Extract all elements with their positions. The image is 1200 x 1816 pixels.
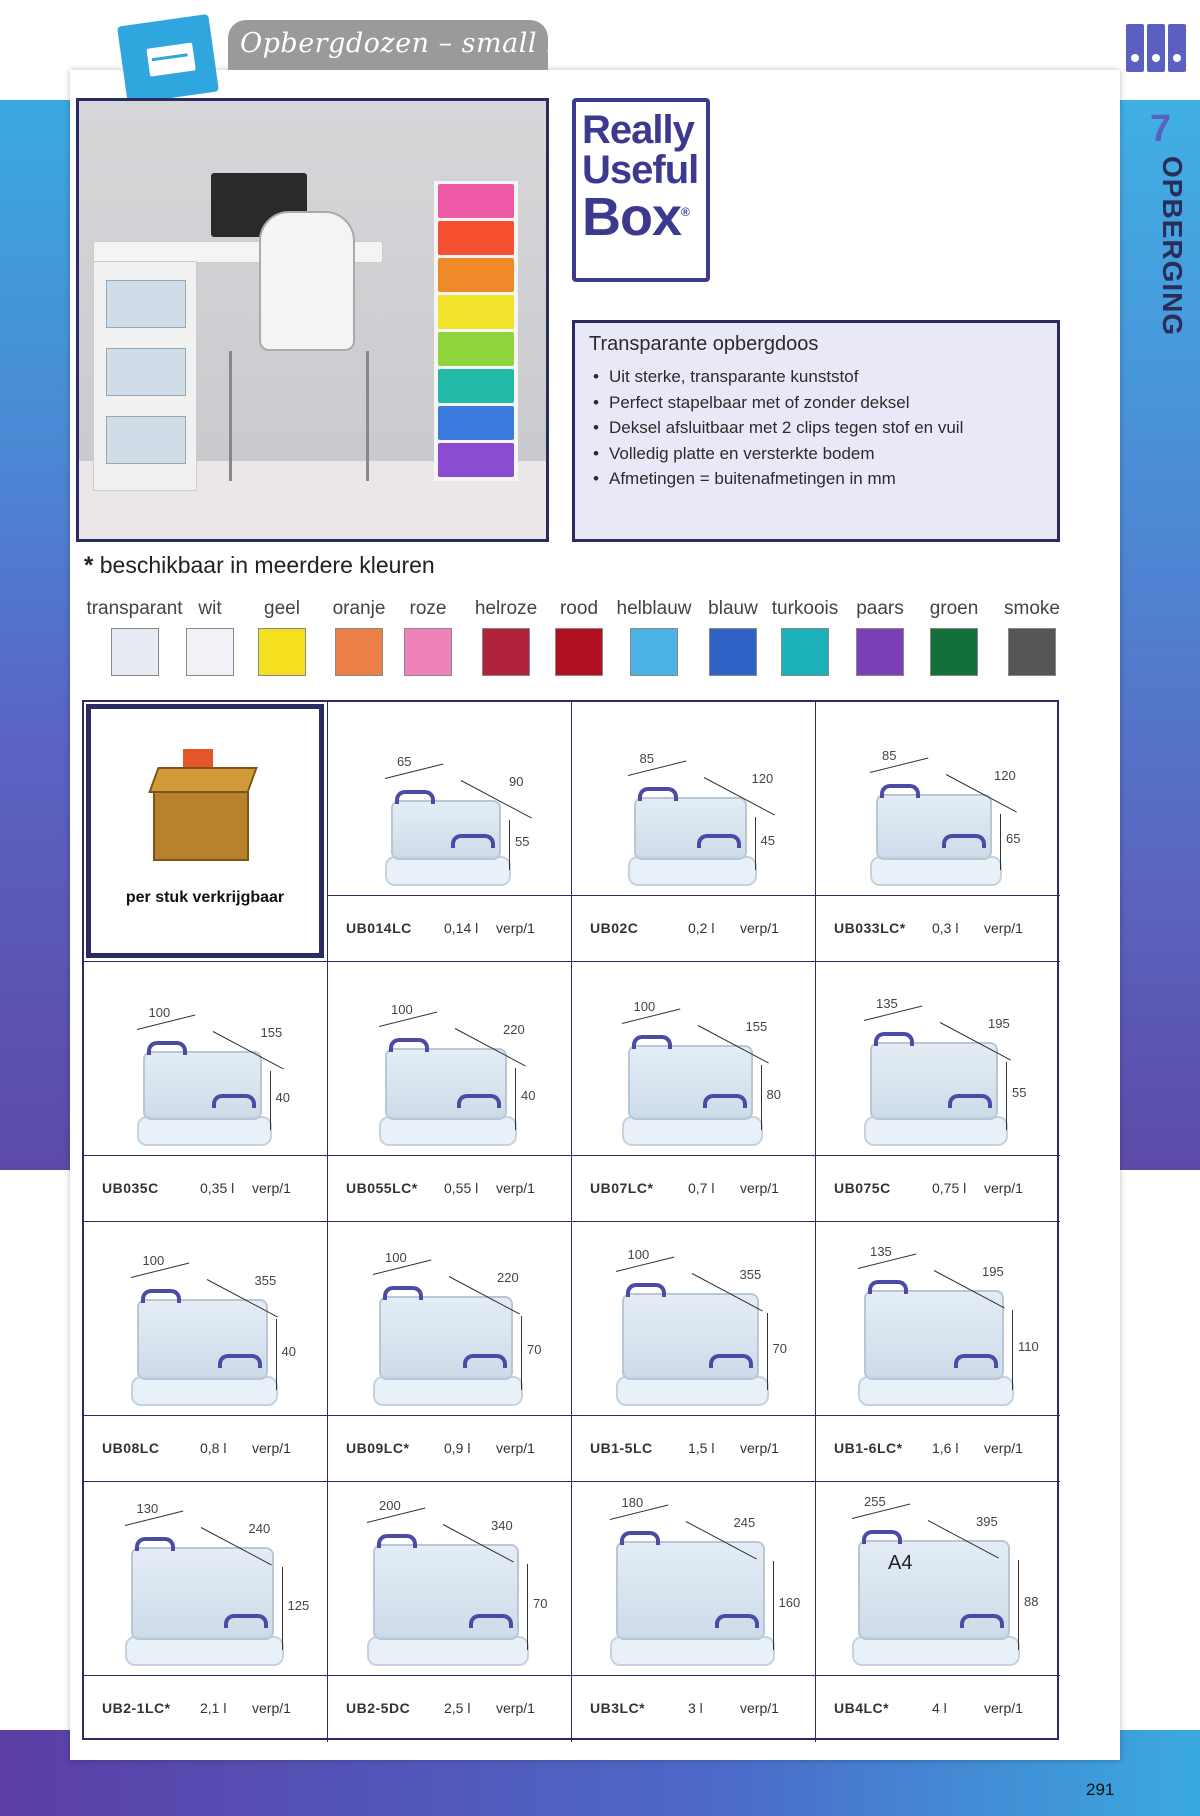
color-swatch-wit <box>185 598 235 676</box>
product-cell <box>572 1222 816 1482</box>
product-image <box>572 962 815 1154</box>
dimension-height: 40 <box>281 1343 296 1359</box>
color-swatch-oranje <box>328 598 390 676</box>
product-info-box <box>572 320 1060 542</box>
dimension-width: 85 <box>639 751 654 766</box>
storage-box-icon <box>117 14 219 104</box>
product-unit: verp/1 <box>496 1440 535 1456</box>
dimension-width: 100 <box>633 999 656 1014</box>
box-handle <box>960 1614 1004 1628</box>
product-unit: verp/1 <box>740 1180 779 1196</box>
product-code: UB055LC* <box>346 1180 418 1196</box>
dimension-width: 135 <box>876 996 898 1011</box>
chapter-number: 7 <box>1150 108 1172 150</box>
box-handle <box>638 787 678 801</box>
dimension-height: 160 <box>778 1594 801 1610</box>
height-dimension-arrow <box>527 1564 528 1650</box>
dimension-height: 55 <box>1012 1085 1027 1100</box>
dimension-width: 135 <box>870 1244 892 1259</box>
product-volume: 0,3 l <box>932 920 959 936</box>
box-handle <box>463 1354 507 1368</box>
product-cell <box>328 702 572 962</box>
dimension-height: 80 <box>766 1086 781 1102</box>
product-meta-row <box>816 1155 1060 1221</box>
dimension-width: 100 <box>148 1005 171 1020</box>
box-handle <box>135 1537 175 1551</box>
color-swatch-chip <box>111 628 159 676</box>
per-stuk-label: per stuk verkrijgbaar <box>125 889 285 906</box>
width-dimension-arrow <box>627 760 685 775</box>
color-swatch-chip <box>709 628 757 676</box>
height-dimension-arrow <box>755 817 756 870</box>
dimension-width: 200 <box>379 1498 401 1513</box>
product-unit: verp/1 <box>984 1440 1023 1456</box>
box-handle <box>469 1614 513 1628</box>
color-swatch-label: helroze <box>474 598 538 619</box>
box-handle <box>632 1035 672 1049</box>
product-volume: 2,5 l <box>444 1700 471 1716</box>
box-handle <box>224 1614 268 1628</box>
height-dimension-arrow <box>276 1319 277 1390</box>
width-dimension-arrow <box>870 757 928 772</box>
box-lid <box>367 1636 529 1666</box>
color-swatch-geel <box>258 598 306 676</box>
product-meta-row <box>816 1415 1060 1481</box>
color-swatch-chip <box>335 628 383 676</box>
color-swatch-label: blauw <box>708 598 758 619</box>
color-swatch-label: helblauw <box>616 598 692 619</box>
box-lid <box>864 1116 1008 1146</box>
brand-line-2: Useful <box>582 148 699 192</box>
dimension-width: 130 <box>136 1501 159 1516</box>
product-cell <box>816 1222 1060 1482</box>
product-image <box>816 1222 1060 1414</box>
box-handle <box>212 1094 256 1108</box>
color-swatch-chip <box>781 628 829 676</box>
dimension-length: 395 <box>976 1514 998 1529</box>
product-cell <box>572 702 816 962</box>
color-swatch-label: groen <box>929 598 979 619</box>
dimension-height: 45 <box>760 832 775 848</box>
box-lid <box>137 1116 272 1146</box>
product-code: UB08LC <box>102 1440 160 1456</box>
product-unit: verp/1 <box>496 1180 535 1196</box>
color-swatch-label: wit <box>198 598 222 619</box>
box-handle <box>620 1531 660 1545</box>
color-swatch-chip <box>186 628 234 676</box>
height-dimension-arrow <box>1018 1560 1019 1650</box>
dimension-length: 155 <box>745 1019 768 1034</box>
color-swatch-label: turkoois <box>771 598 839 619</box>
color-swatch-label: smoke <box>1004 598 1060 619</box>
product-meta-row <box>84 1415 327 1481</box>
box-lid <box>373 1376 523 1406</box>
product-meta-row <box>816 1675 1060 1741</box>
color-swatch-chip <box>482 628 530 676</box>
product-volume: 0,14 l <box>444 920 479 936</box>
box-lid <box>622 1116 763 1146</box>
product-unit: verp/1 <box>740 1440 779 1456</box>
color-swatch-blauw <box>705 598 761 676</box>
storage-box-image <box>143 1051 262 1120</box>
product-meta-row <box>328 1675 571 1741</box>
product-meta-row <box>572 1675 815 1741</box>
dimension-height: 65 <box>1006 831 1021 846</box>
product-image <box>816 702 1060 894</box>
storage-box-image <box>385 1048 507 1120</box>
box-handle <box>395 790 435 804</box>
dimension-length: 340 <box>491 1518 513 1533</box>
product-grid <box>82 700 1059 1740</box>
color-swatch-helroze <box>470 598 542 676</box>
color-swatch-roze <box>404 598 452 676</box>
dimension-height: 110 <box>1018 1339 1039 1354</box>
product-unit: verp/1 <box>740 920 779 936</box>
box-handle <box>703 1094 747 1108</box>
color-swatch-paars <box>852 598 908 676</box>
dimension-length: 120 <box>994 768 1016 783</box>
page-title: Opbergdozen – small boxes <box>240 28 628 59</box>
box-inner-label: A4 <box>888 1552 913 1574</box>
box-handle <box>942 834 986 848</box>
dimension-length: 220 <box>497 1270 519 1285</box>
product-volume: 1,6 l <box>932 1440 959 1456</box>
dimension-height: 70 <box>772 1340 787 1356</box>
height-dimension-arrow <box>773 1561 774 1650</box>
product-unit: verp/1 <box>984 1180 1023 1196</box>
product-image <box>84 962 327 1154</box>
color-swatch-chip <box>404 628 452 676</box>
dimension-length: 240 <box>248 1521 271 1536</box>
product-unit: verp/1 <box>252 1700 291 1716</box>
product-code: UB035C <box>102 1180 159 1196</box>
product-cell <box>84 1222 328 1482</box>
product-cell <box>328 962 572 1222</box>
brand-logo <box>572 98 710 282</box>
dimension-length: 90 <box>509 774 524 789</box>
product-code: UB07LC* <box>590 1180 654 1196</box>
box-lid <box>628 856 757 886</box>
chapter-label: OPBERGING <box>1157 156 1188 337</box>
product-cell <box>816 702 1060 962</box>
height-dimension-arrow <box>515 1068 516 1130</box>
color-swatch-chip <box>258 628 306 676</box>
product-image <box>572 702 815 894</box>
color-swatch-chip <box>555 628 603 676</box>
box-handle <box>383 1286 423 1300</box>
color-swatch-label: geel <box>264 598 300 619</box>
box-handle <box>868 1280 908 1294</box>
product-image <box>816 1482 1060 1674</box>
dimension-length: 120 <box>751 771 774 786</box>
product-volume: 1,5 l <box>688 1440 715 1456</box>
box-handle <box>377 1534 417 1548</box>
product-code: UB4LC* <box>834 1700 890 1716</box>
box-handle <box>948 1094 992 1108</box>
color-swatch-chip <box>856 628 904 676</box>
box-handle <box>141 1289 181 1303</box>
product-volume: 3 l <box>688 1700 703 1716</box>
product-meta-row <box>84 1155 327 1221</box>
storage-box-image <box>391 800 501 860</box>
dimension-height: 70 <box>527 1342 542 1357</box>
product-meta-row <box>572 1155 815 1221</box>
box-handle <box>880 784 920 798</box>
info-title: Transparante opbergdoos <box>589 333 819 355</box>
color-swatch-smoke <box>1002 598 1062 676</box>
dimension-width: 85 <box>882 748 897 763</box>
product-code: UB3LC* <box>590 1700 646 1716</box>
info-bullet: • Volledig platte en versterkte bodem <box>589 441 1043 467</box>
product-code: UB2-5DC <box>346 1700 411 1716</box>
product-cell <box>328 1482 572 1742</box>
dimension-width: 100 <box>627 1247 650 1262</box>
product-cell <box>572 1482 816 1742</box>
box-handle <box>874 1032 914 1046</box>
page-number: 291 <box>1086 1780 1115 1799</box>
product-meta-row <box>328 1415 571 1481</box>
dimension-length: 355 <box>739 1267 762 1282</box>
box-lid <box>385 856 511 886</box>
product-volume: 0,7 l <box>688 1180 715 1196</box>
colored-box-tower-image <box>434 181 518 481</box>
height-dimension-arrow <box>521 1316 522 1390</box>
box-handle <box>954 1354 998 1368</box>
height-dimension-arrow <box>767 1313 768 1390</box>
height-dimension-arrow <box>1000 814 1001 870</box>
product-volume: 2,1 l <box>200 1700 227 1716</box>
box-lid <box>610 1636 775 1666</box>
product-unit: verp/1 <box>252 1440 291 1456</box>
color-swatch-chip <box>630 628 678 676</box>
hero-photo <box>76 98 549 542</box>
dimension-width: 100 <box>391 1002 413 1017</box>
product-volume: 0,35 l <box>200 1180 235 1196</box>
box-lid <box>852 1636 1020 1666</box>
color-swatch-chip <box>1008 628 1056 676</box>
product-cell <box>816 1482 1060 1742</box>
product-image <box>328 962 571 1154</box>
box-lid <box>379 1116 517 1146</box>
box-lid <box>858 1376 1014 1406</box>
box-handle <box>389 1038 429 1052</box>
product-image <box>328 702 571 894</box>
dimension-height: 70 <box>533 1596 548 1611</box>
color-swatch-groen <box>926 598 982 676</box>
registered-mark: ® <box>681 205 689 219</box>
product-volume: 0,55 l <box>444 1180 479 1196</box>
width-dimension-arrow <box>385 763 443 778</box>
info-bullet: • Uit sterke, transparante kunststof <box>589 364 1043 390</box>
desk-drawers-image <box>93 261 197 491</box>
per-stuk-badge <box>86 704 324 958</box>
box-handle <box>862 1530 902 1544</box>
product-meta-row <box>84 1675 327 1741</box>
product-code: UB033LC* <box>834 920 906 936</box>
dimension-length: 195 <box>988 1016 1010 1031</box>
product-volume: 0,2 l <box>688 920 715 936</box>
product-meta-row <box>572 895 815 961</box>
color-swatch-helblauw <box>614 598 694 676</box>
color-swatch-label: roze <box>409 598 447 619</box>
dimension-height: 125 <box>287 1597 310 1613</box>
dimension-length: 220 <box>503 1022 525 1037</box>
box-lid <box>131 1376 278 1406</box>
color-swatch-turkoois <box>765 598 845 676</box>
storage-box-image <box>634 797 747 860</box>
product-cell <box>84 962 328 1222</box>
color-swatch-transparant <box>82 598 187 676</box>
dimension-width: 255 <box>864 1494 886 1509</box>
product-meta-row <box>328 895 571 961</box>
dimension-height: 55 <box>515 834 530 849</box>
box-lid <box>870 856 1002 886</box>
info-bullet: • Afmetingen = buitenafmetingen in mm <box>589 466 1043 492</box>
product-unit: verp/1 <box>984 1700 1023 1716</box>
product-image <box>572 1222 815 1414</box>
product-unit: verp/1 <box>496 920 535 936</box>
product-meta-row <box>816 895 1060 961</box>
product-cell <box>816 962 1060 1222</box>
per-stuk-cell <box>84 702 328 962</box>
dimension-width: 180 <box>621 1495 644 1510</box>
product-cell <box>572 962 816 1222</box>
height-dimension-arrow <box>282 1567 283 1650</box>
product-code: UB02C <box>590 920 639 936</box>
product-volume: 0,9 l <box>444 1440 471 1456</box>
box-handle <box>218 1354 262 1368</box>
storage-box-image <box>876 794 992 860</box>
colors-heading: * beschikbaar in meerdere kleuren <box>84 552 435 579</box>
product-unit: verp/1 <box>252 1180 291 1196</box>
box-handle <box>709 1354 753 1368</box>
product-volume: 4 l <box>932 1700 947 1716</box>
dimension-height: 40 <box>521 1088 536 1103</box>
box-handle <box>147 1041 187 1055</box>
color-swatch-rood <box>555 598 603 676</box>
height-dimension-arrow <box>270 1071 271 1130</box>
product-image <box>816 962 1060 1154</box>
dimension-width: 100 <box>142 1253 165 1268</box>
brand-line-1: Really <box>582 108 694 152</box>
box-handle <box>697 834 741 848</box>
box-handle <box>715 1614 759 1628</box>
chair-legs-image <box>229 351 369 481</box>
product-image <box>328 1482 571 1674</box>
brand-line-3: Box <box>582 187 682 247</box>
product-image <box>84 1222 327 1414</box>
product-code: UB014LC <box>346 920 412 936</box>
height-dimension-arrow <box>1006 1062 1007 1130</box>
product-code: UB09LC* <box>346 1440 410 1456</box>
dimension-length: 245 <box>733 1515 756 1530</box>
product-code: UB2-1LC* <box>102 1700 171 1716</box>
product-image <box>84 1482 327 1674</box>
product-code: UB1-5LC <box>590 1440 653 1456</box>
product-image <box>572 1482 815 1674</box>
color-swatch-label: transparant <box>86 598 183 619</box>
product-meta-row <box>572 1415 815 1481</box>
dimension-length: 155 <box>260 1025 283 1040</box>
height-dimension-arrow <box>761 1065 762 1130</box>
product-code: UB075C <box>834 1180 891 1196</box>
info-bullet: • Perfect stapelbaar met of zonder deksel <box>589 390 1043 416</box>
product-unit: verp/1 <box>740 1700 779 1716</box>
dimension-height: 40 <box>275 1089 290 1105</box>
product-unit: verp/1 <box>496 1700 535 1716</box>
color-swatch-label: paars <box>856 598 904 619</box>
binders-icon <box>1126 24 1186 72</box>
color-swatch-chip <box>930 628 978 676</box>
storage-box-image <box>628 1045 753 1120</box>
product-unit: verp/1 <box>984 920 1023 936</box>
box-handle <box>626 1283 666 1297</box>
color-swatch-label: rood <box>559 598 599 619</box>
product-cell <box>328 1222 572 1482</box>
chair-image <box>259 211 355 351</box>
box-lid <box>125 1636 284 1666</box>
box-lid <box>616 1376 769 1406</box>
product-image <box>328 1222 571 1414</box>
product-volume: 0,75 l <box>932 1180 967 1196</box>
storage-box-image <box>870 1042 998 1120</box>
product-volume: 0,8 l <box>200 1440 227 1456</box>
dimension-width: 65 <box>397 754 412 769</box>
product-meta-row <box>328 1155 571 1221</box>
height-dimension-arrow <box>1012 1310 1013 1390</box>
box-handle <box>457 1094 501 1108</box>
dimension-length: 195 <box>982 1264 1004 1279</box>
height-dimension-arrow <box>509 820 510 870</box>
box-handle <box>451 834 495 848</box>
product-cell <box>84 1482 328 1742</box>
product-code: UB1-6LC* <box>834 1440 903 1456</box>
dimension-length: 355 <box>254 1273 277 1288</box>
cardboard-box-icon <box>153 787 249 861</box>
color-swatch-label: oranje <box>332 598 386 619</box>
info-bullet: • Deksel afsluitbaar met 2 clips tegen stof en vuil <box>589 415 1043 441</box>
dimension-width: 100 <box>385 1250 407 1265</box>
dimension-height: 88 <box>1024 1594 1039 1609</box>
